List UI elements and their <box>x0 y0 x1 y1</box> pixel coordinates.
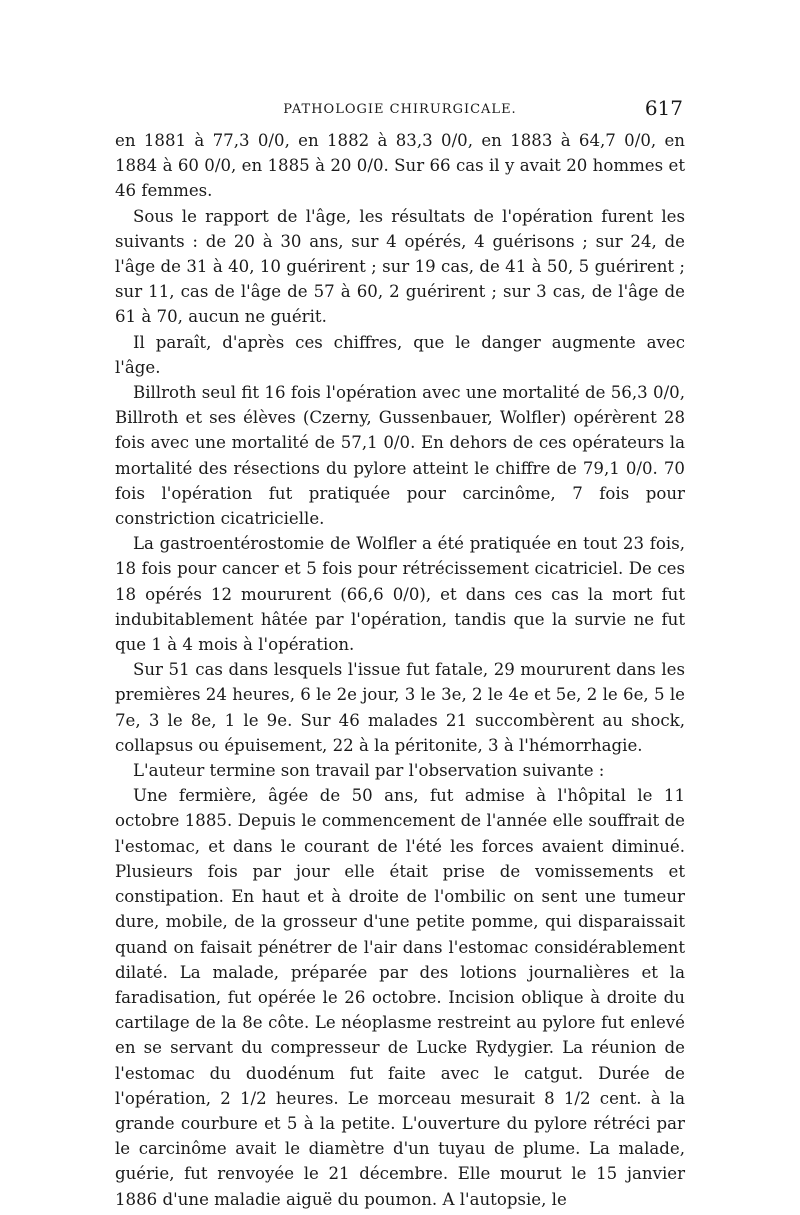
paragraph: La gastroentérostomie de Wolfler a été pratiquée en tout 23 fois, 18 fois pour cancer et 5 fois pour rétrécissement cicatriciel. De ces 18 opérés 12 moururent (66,6 0/0), et dans ces cas la mort fut indubitablement hâtée par l'opération, tandis que la survie ne fut que 1 à 4 mois à l'opération. <box>115 534 685 655</box>
body-text <box>115 128 685 1212</box>
paragraph: Billroth seul fit 16 fois l'opération avec une mortalité de 56,3 0/0, Billroth et ses élèves (Czerny, Gussenbauer, Wolfler) opérèrent 28 fois avec une mortalité de 57,1 0/0. En dehors de ces opérateurs la mortalité des résections du pylore atteint le chiffre de 79,1 0/0. 70 fois l'opération fut pratiquée pour carcinôme, 7 fois pour constriction cicatricielle. <box>115 383 685 529</box>
page-header <box>115 96 685 122</box>
paragraph: Sous le rapport de l'âge, les résultats de l'opération furent les suivants : de 20 à 30 ans, sur 4 opérés, 4 guérisons ; sur 24, de l'âge de 31 à 40, 10 guérirent ; sur 19 cas, de 41 à 50, 5 guérirent ; sur 11, cas de l'âge de 57 à 60, 2 guérirent ; sur 3 cas, de l'âge de 61 à 70, aucun ne guérit. <box>115 206 685 327</box>
page-number: 617 <box>644 96 683 120</box>
running-title: PATHOLOGIE CHIRURGICALE. <box>283 102 517 117</box>
paragraph: Il paraît, d'après ces chiffres, que le danger augmente avec l'âge. <box>115 332 685 377</box>
paragraph: en 1881 à 77,3 0/0, en 1882 à 83,3 0/0, en 1883 à 64,7 0/0, en 1884 à 60 0/0, en 1885 à 20 0/0. Sur 66 cas il y avait 20 hommes et 46 femmes. <box>115 131 685 201</box>
paragraph: Une fermière, âgée de 50 ans, fut admise à l'hôpital le 11 octobre 1885. Depuis le commencement de l'année elle souffrait de l'estomac, et dans le courant de l'été les forces avaient diminué. Plusieurs fois par jour elle était prise de vomissements et constipation. En haut et à droite de l'ombilic on sent une tumeur dure, mobile, de la grosseur d'une petite pomme, qui disparaissait quand on faisait pénétrer de l'air dans l'estomac considérablement dilaté. La malade, préparée par des lotions journalières et la faradisation, fut opérée le 26 octobre. Incision oblique à droite du cartilage de la 8e côte. Le néoplasme restreint au pylore fut enlevé en se servant du compresseur de Lucke Rydygier. La réunion de l'estomac du duodénum fut faite avec le catgut. Durée de l'opération, 2 1/2 heures. Le morceau mesurait 8 1/2 cent. à la grande courbure et 5 à la petite. L'ouverture du pylore rétréci par le carcinôme avait le diamètre d'un tuyau de plume. La malade, guérie, fut renvoyée le 21 décembre. Elle mourut le 15 janvier 1886 d'une maladie aiguë du poumon. A l'autopsie, le <box>115 786 685 1209</box>
book-page <box>115 96 685 1212</box>
paragraph: Sur 51 cas dans lesquels l'issue fut fatale, 29 moururent dans les premières 24 heures, 6 le 2e jour, 3 le 3e, 2 le 4e et 5e, 2 le 6e, 5 le 7e, 3 le 8e, 1 le 9e. Sur 46 malades 21 succombèrent au shock, collapsus ou épuisement, 22 à la péritonite, 3 à l'hémorrhagie. <box>115 660 685 755</box>
paragraph: L'auteur termine son travail par l'observation suivante : <box>133 761 605 781</box>
